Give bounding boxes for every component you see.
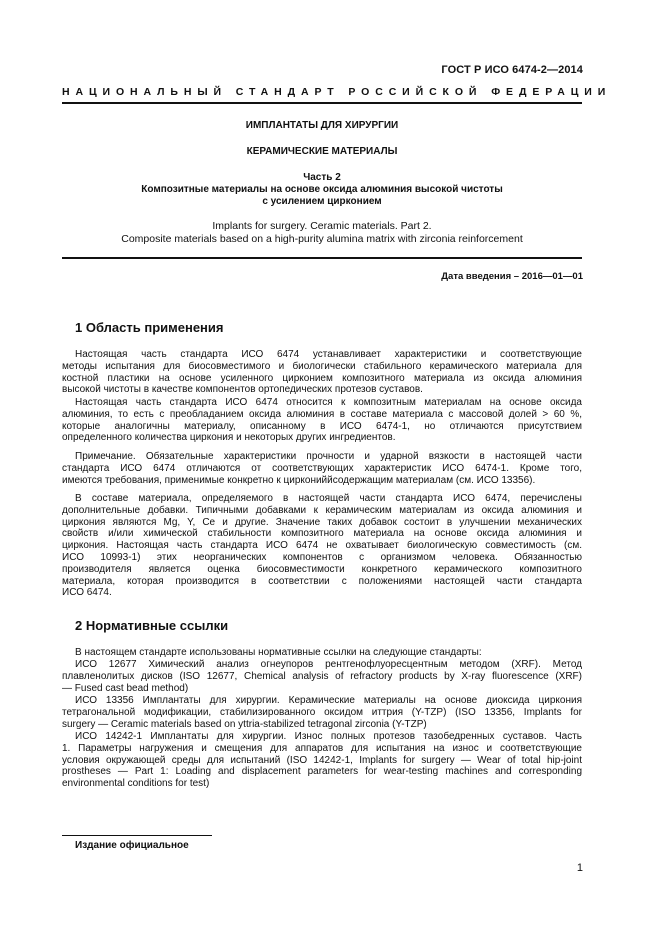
text-line: определенного количества циркония и некоторых других ингредиентов. xyxy=(62,432,396,444)
title-english xyxy=(62,220,582,246)
standard-number: ГОСТ Р ИСО 6474-2—2014 xyxy=(441,64,583,76)
text-line: свойств и/или химической стабильности композитного материала на основе оксида алюминия и xyxy=(62,528,582,540)
title-part-subtitle xyxy=(62,184,582,208)
text-line: prostheses — Part 1: Loading and displacement parameters for wear-testing machines and corresponding xyxy=(62,766,582,778)
text-line: 1. Параметры нагружения и смещения для аппаратов для испытания на износ и соответствующие xyxy=(62,742,582,754)
text-line: environmental conditions for test) xyxy=(62,778,210,790)
title-part-subtitle-line: Композитные материалы на основе оксида алюминия высокой чистоты xyxy=(141,184,503,195)
title-ceramic-materials: КЕРАМИЧЕСКИЕ МАТЕРИАЛЫ xyxy=(246,146,398,157)
text-line: производителя является оценка биосовместимости конкретного керамического композитного xyxy=(62,563,582,575)
title-implants: ИМПЛАНТАТЫ ДЛЯ ХИРУРГИИ xyxy=(245,120,399,131)
reference-iso-13356 xyxy=(62,695,582,730)
text-line: плавленолитых дисков (ISO 12677, Chemical analysis of refractory products by X-ray fluorescence (XRF) xyxy=(62,670,582,682)
national-standard-banner: НАЦИОНАЛЬНЫЙ СТАНДАРТ РОССИЙСКОЙ ФЕДЕРАЦИИ xyxy=(62,86,612,98)
section-heading-scope: 1 Область применения xyxy=(75,320,224,335)
paragraph-scope-2 xyxy=(62,397,582,444)
text-line: — Fused cast bead method) xyxy=(62,682,189,694)
text-line: костной пластики на основе усиленного цирконием композитного материала из оксида алюминия xyxy=(62,372,582,384)
title-english-line: Implants for surgery. Ceramic materials. Part 2. xyxy=(212,220,432,232)
footer-divider xyxy=(62,835,212,836)
text-line: Примечание. Обязательные характеристики прочности и ударной вязкости в настоящей части xyxy=(75,451,582,462)
title-divider xyxy=(62,257,582,259)
text-line: ИСО 12677 Химический анализ огнеупоров рентгенофлуоресцентным методом (XRF). Метод xyxy=(75,659,582,670)
paragraph-scope-3 xyxy=(62,493,582,599)
paragraph-scope-1 xyxy=(62,349,582,396)
text-line: surgery — Ceramic materials based on yttria-stabilized tetragonal zirconia (Y-TZP) xyxy=(62,718,427,730)
text-line: тетрагональной модификации, стабилизированного оксидом иттрия (Y-TZP) (ISO 13356, Implants for xyxy=(62,706,582,718)
text-line: которые аналогичны материалу, описанному в ИСО 6474-1, но отличаются присутствием xyxy=(62,420,582,432)
text-line: ИСО 13356 Имплантаты для хирургии. Керамические материалы на основе диоксида циркония xyxy=(75,695,582,706)
text-line: высокой чистоты в качестве компонентов ортопедических протезов суставов. xyxy=(62,384,423,396)
official-edition-label: Издание официальное xyxy=(75,840,189,851)
title-english-line: Composite materials based on a high-purity alumina matrix with zirconia reinforcement xyxy=(121,233,523,245)
text-line: ИСО 10993-1) этих неорганических компонентов с организмом человека. Обязанностью xyxy=(62,551,582,563)
text-line: циркония. Настоящая часть стандарта ИСО 6474 не охватывает биологическую совместимость (см. xyxy=(62,540,582,552)
page-number: 1 xyxy=(576,862,583,874)
paragraph-refs-intro xyxy=(62,647,582,659)
text-line: алюминия, то есть с преобладанием оксида алюминия в составе материала с массовой долей > 60 %, xyxy=(62,408,582,420)
text-line: Настоящая часть стандарта ИСО 6474 устанавливает характеристики и соответствующие xyxy=(75,349,582,360)
text-line: ИСО 14242-1 Имплантаты для хирургии. Износ полных протезов тазобедренных суставов. Часть xyxy=(75,731,582,742)
text-line: дополнительные добавки. Типичными добавками к керамическим материалам из оксида алюминия и xyxy=(62,504,582,516)
text-line: стандарта ИСО 6474 отличаются от соответствующих характеристик ИСО 6474-1. Кроме того, xyxy=(62,462,582,474)
title-part-subtitle-line: с усилением цирконием xyxy=(262,196,382,207)
title-part: Часть 2 xyxy=(303,172,341,183)
text-line: Настоящая часть стандарта ИСО 6474 относится к композитным материалам на основе оксида xyxy=(75,397,582,408)
text-line: материала, которая производится в соответствии с положениями настоящей части стандарта xyxy=(62,575,582,587)
text-line: циркония являются Mg, Y, Ce и другие. Значение таких добавок состоит в улучшении механических xyxy=(62,516,582,528)
text-line: имеются требования, применимые конкретно к циркониййсодержащим материалам (см. ИСО 13356). xyxy=(62,474,536,486)
text-line: условия окружающей среды для испытаний (ISO 14242-1, Implants for surgery — Wear of total hip-joint xyxy=(62,754,582,766)
text-line: В настоящем стандарте использованы нормативные ссылки на следующие стандарты: xyxy=(75,647,482,658)
section-heading-normative-references: 2 Нормативные ссылки xyxy=(75,618,229,633)
reference-iso-12677 xyxy=(62,659,582,694)
text-line: методы испытания для биосовместимого и биологически стабильного керамического материала для xyxy=(62,360,582,372)
introduction-date: Дата введения – 2016—01—01 xyxy=(441,271,583,282)
text-line: В составе материала, определяемого в настоящей части стандарта ИСО 6474, перечислены xyxy=(75,493,582,504)
top-divider xyxy=(62,102,582,104)
reference-iso-14242-1 xyxy=(62,731,582,790)
paragraph-note xyxy=(62,451,582,486)
text-line: ИСО 6474. xyxy=(62,587,112,599)
